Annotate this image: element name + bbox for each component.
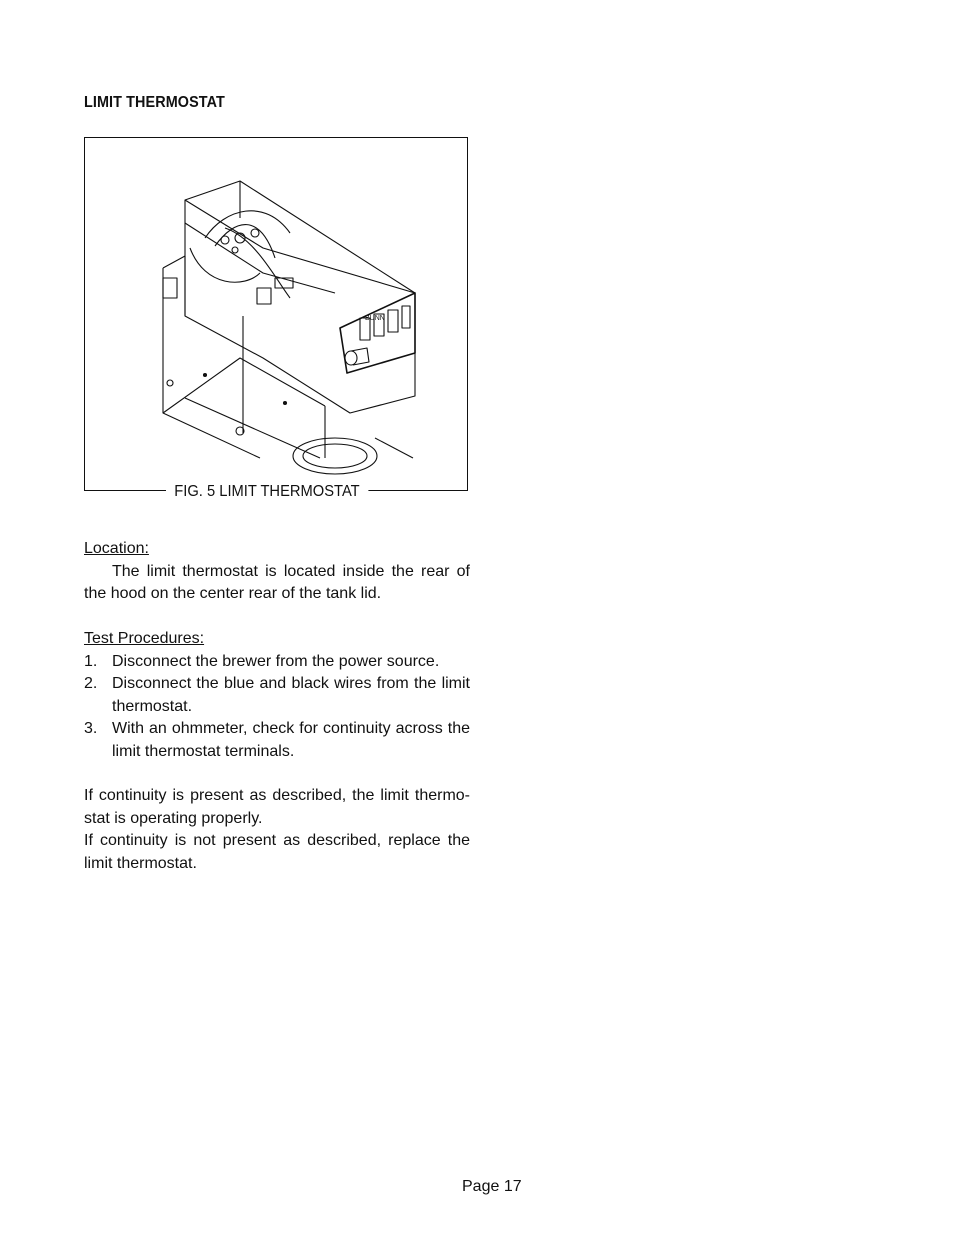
procedure-list xyxy=(84,651,470,764)
procedure-step: 2. Disconnect the blue and black wires from the limit thermostat. xyxy=(84,675,470,715)
figure-frame xyxy=(84,137,468,491)
test-procedures-title: Test Procedures: xyxy=(84,630,205,647)
procedure-step: 3. With an ohmmeter, check for continuity across the limit thermostat terminals. xyxy=(84,720,470,760)
continuity-present-text: If continuity is present as described, the limit thermo-stat is operating properly. xyxy=(84,787,470,827)
location-section xyxy=(84,538,470,606)
limit-thermostat-illustration xyxy=(85,138,469,492)
test-procedures-section xyxy=(84,628,470,763)
brand-label: BUNN xyxy=(365,315,385,322)
results-section xyxy=(84,785,470,875)
page-number: Page 17 xyxy=(462,1178,522,1195)
figure-caption: FIG. 5 LIMIT THERMOSTAT xyxy=(166,482,368,502)
location-title: Location: xyxy=(84,540,149,557)
section-heading: LIMIT THERMOSTAT xyxy=(84,94,225,111)
continuity-not-present-text: If continuity is not present as described, replace the limit thermostat. xyxy=(84,832,470,872)
location-text: The limit thermostat is located inside the rear of the hood on the center rear of the tank lid. xyxy=(84,562,470,602)
procedure-step: 1. Disconnect the brewer from the power source. xyxy=(84,652,440,670)
